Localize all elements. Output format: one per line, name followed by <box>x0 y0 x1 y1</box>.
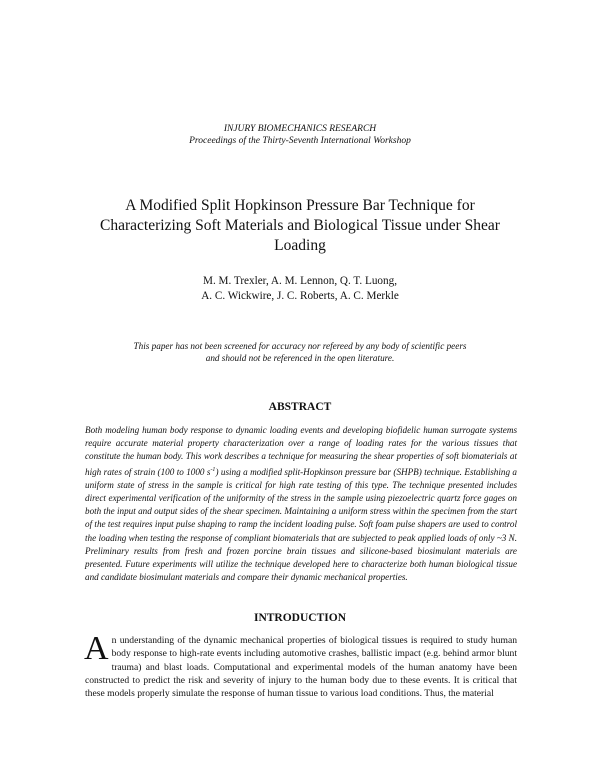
authors-line-2: A. C. Wickwire, J. C. Roberts, A. C. Merkle <box>201 290 399 302</box>
journal-proceedings: Proceedings of the Thirty-Seventh International Workshop <box>189 136 411 146</box>
journal-header <box>0 123 600 147</box>
author-list <box>0 274 600 304</box>
abstract-text <box>85 424 517 584</box>
abstract-exponent: -1 <box>210 466 216 473</box>
disclaimer-note <box>0 340 600 364</box>
introduction-text <box>84 630 517 700</box>
disclaimer-line-2: and should not be referenced in the open literature. <box>205 353 395 363</box>
journal-series: INJURY BIOMECHANICS RESEARCH <box>223 124 377 134</box>
authors-line-1: M. M. Trexler, A. M. Lennon, Q. T. Luong, <box>203 275 397 287</box>
abstract-heading: ABSTRACT <box>268 401 332 413</box>
introduction-heading: INTRODUCTION <box>253 612 346 624</box>
abstract-text-part-1: Both modeling human body response to dynamic loading events and developing biofidelic human surrogate systems require accurate material property characterization over a range of loading rates for the various tissues that constitute the human body. This work describes a technique for measuring the shear properties of soft biomaterials at high rates of strain (100 to 1000 s <box>85 425 517 477</box>
paper-title: A Modified Split Hopkinson Pressure Bar Technique for Characterizing Soft Materials and Biological Tissue under Shear Loading <box>100 197 500 254</box>
abstract-text-part-2: ) using a modified split-Hopkinson pressure bar (SHPB) technique. Establishing a uniform state of stress in the sample is critical for high rate testing of this type. The technique presented includes direct experimental verification of the uniformity of the stress in the sample using piezoelectric quartz force gages on both the input and output sides of the shear specimen. Maintaining a uniform stress within the specimen from the start of the test requires input pulse shaping to ramp the incident loading pulse. Soft foam pulse shapers are used to control the loading when testing the response of compliant biomaterials that are subjected to peak applied loads of only ~3 N. Preliminary results from fresh and frozen porcine brain tissues and silicone-based biosimulant materials are presented. Future experiments will utilize the technique developed here to characterize both human biological tissue and candidate biosimulant materials and compare their dynamic mechanical properties. <box>85 466 517 583</box>
drop-cap: A <box>84 630 109 667</box>
disclaimer-line-1: This paper has not been screened for accuracy nor refereed by any body of scientific peers <box>133 341 467 351</box>
introduction-body: n understanding of the dynamic mechanical properties of biological tissues is required to study human body response to high-rate events including automotive crashes, ballistic impact (e.g. behind armor blunt trauma) and blast loads. Computational and experimental models of the human anatomy have been constructed to predict the risk and severity of injury to the human body due to these events. It is critical that these models properly simulate the response of human tissue to various load conditions. Thus, the material <box>85 635 517 700</box>
